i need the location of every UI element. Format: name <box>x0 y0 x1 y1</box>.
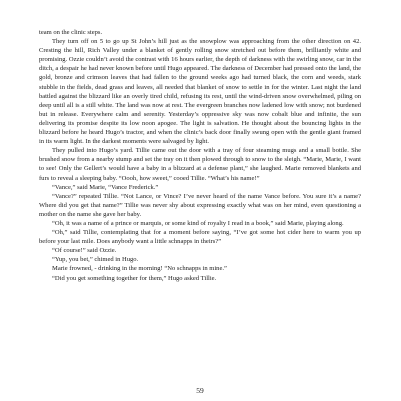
paragraph-ride-up-hill: They turn off on 5 to go up St John’s hill just as the snowplow was approaching from the other direction on 42. Cresting the hill, Rich Valley under a blanket of gently rolling snow stretched out before them, brilliantly white and promising. Ozzie couldn’t avoid the contrast with 16 hours earlier, the depth of darkness with the swirling snow, car in the ditch, a despair he had never known before until Hugo appeared. The darkness of December had pressed onto the land, the gold, bronze and crimson leaves that had fallen to the ground weeks ago had turned black, the corn and weeds, stark stubble in the fields, dead grass and leaves, all needed that blanket of snow to settle in for the winter. Last night the land battled against the blizzard like an overly tired child, refusing its rest, until the wind-driven snow overwhelmed, piling on deep until all is a still white. The land was now at rest. The evergreen branches now ladened low with snow; not burdened but in release. Everywhere calm and serenity. Yesterday’s oppressive sky was now cobalt blue and infinite, the sun delivering its promise despite its low noon apogee. The light is salvation. He thought about the bouncing lights in the blizzard before he heard Hugo’s tractor, and when the clinic’s back door finally swung open with the gentle giant framed in its warm light. In the darkest moments were salvaged by light. <box>39 38 361 146</box>
paragraph-dialogue-tillie-question: “Vance?” repeated Tillie. “Not Lance, or Vince? I’ve never heard of the name Vance before. You sure it’s a name? Where did you get that name?” Tillie was never shy about expressing exactly what was on her mind, even questioning a mother on the name she gave her baby. <box>39 192 361 218</box>
paragraph-dialogue-hugo: “Yup, you bet,” chimed in Hugo. <box>52 256 139 264</box>
paragraph-marie-frowned: Marie frowned, - drinking in the morning! “No schnapps in mine.” <box>52 265 227 273</box>
paragraph-hugo-asks: “Did you get something together for them,” Hugo asked Tillie. <box>52 274 217 282</box>
paragraph-hugos-yard: They pulled into Hugo’s yard. Tillie came out the door with a tray of four steaming mugs and a small bottle. She brushed snow from a nearby stump and set the tray on it then plowed through to snow to the sleigh. “Marie, Marie, I want to see! Only the Gellert’s would have a baby in a blizzard at a defense plant,” she laughed. Marie removed blankets and furs to reveal a sleeping baby. “Oooh, how sweet,” cooed Tillie. “What’s his name!” <box>39 147 361 182</box>
paragraph-dialogue-vance: “Vance,” said Marie, “Vance Frederick.” <box>52 183 159 191</box>
paragraph-dialogue-marie-prince: “Oh, it was a name of a prince or marquis, or some kind of royalty I read in a book,” said Marie, playing along. <box>52 219 344 227</box>
paragraph-dialogue-tillie-cider: “Oh,” said Tillie, contemplating that for a moment before saying, “I’ve got some hot cider here to warm you up before your last mile. Does anybody want a little schnapps in theirs?” <box>39 229 361 246</box>
book-page <box>39 28 361 396</box>
paragraph-dialogue-ozzie: “Of course!” said Ozzie. <box>52 247 117 255</box>
paragraph-continued: team on the clinic steps. <box>39 29 103 36</box>
page-number: 59 <box>196 386 204 395</box>
